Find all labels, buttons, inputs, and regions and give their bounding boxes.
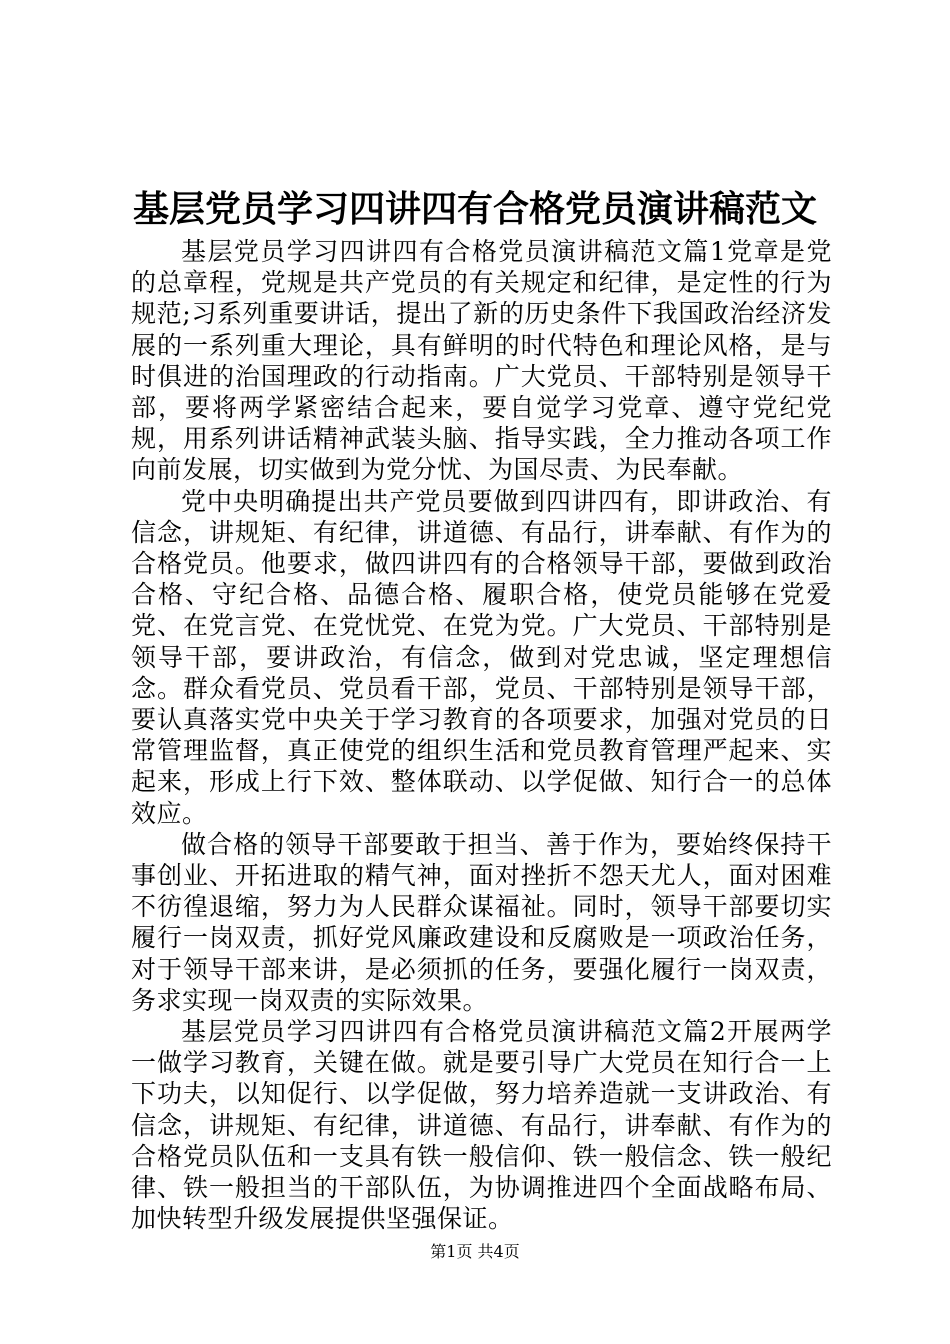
paragraph-4: 基层党员学习四讲四有合格党员演讲稿范文篇2开展两学一做学习教育，关键在做。就是要引导广大党员在知行合一上下功夫，以知促行、以学促做，努力培养造就一支讲政治、有信念，讲规矩、有纪律，讲道德、有品行，讲奉献、有作为的合格党员队伍和一支具有铁一般信仰、铁一般信念、铁一般纪律、铁一般担当的干部队伍，为协调推进四个全面战略布局、加快转型升级发展提供坚强保证。 <box>131 1017 832 1234</box>
paragraph-3: 做合格的领导干部要敢于担当、善于作为，要始终保持干事创业、开拓进取的精气神，面对挫折不怨天尤人，面对困难不彷徨退缩，努力为人民群众谋福祉。同时，领导干部要切实履行一岗双责，抓好党风廉政建设和反腐败是一项政治任务，对于领导干部来讲，是必须抓的任务，要强化履行一岗双责，务求实现一岗双责的实际效果。 <box>131 829 832 1015</box>
page-indicator: 第1页 共4页 <box>430 1242 520 1261</box>
document-title: 基层党员学习四讲四有合格党员演讲稿范文 <box>132 188 817 230</box>
document-body <box>131 236 832 1235</box>
paragraph-2: 党中央明确提出共产党员要做到四讲四有，即讲政治、有信念，讲规矩、有纪律，讲道德、有品行，讲奉献、有作为的合格党员。他要求，做四讲四有的合格领导干部，要做到政治合格、守纪合格、品德合格、履职合格，使党员能够在党爱党、在党言党、在党忧党、在党为党。广大党员、干部特别是领导干部，要讲政治，有信念，做到对党忠诚，坚定理想信念。群众看党员、党员看干部，党员、干部特别是领导干部，要认真落实党中央关于学习教育的各项要求，加强对党员的日常管理监督，真正使党的组织生活和党员教育管理严起来、实起来，形成上行下效、整体联动、以学促做、知行合一的总体效应。 <box>131 486 832 828</box>
paragraph-1: 基层党员学习四讲四有合格党员演讲稿范文篇1党章是党的总章程，党规是共产党员的有关规定和纪律，是定性的行为规范;习系列重要讲话，提出了新的历史条件下我国政治经济发展的一系列重大理论，具有鲜明的时代特色和理论风格，是与时俱进的治国理政的行动指南。广大党员、干部特别是领导干部，要将两学紧密结合起来，要自觉学习党章、遵守党纪党规，用系列讲话精神武装头脑、指导实践，全力推动各项工作向前发展，切实做到为党分忧、为国尽责、为民奉献。 <box>131 237 832 485</box>
